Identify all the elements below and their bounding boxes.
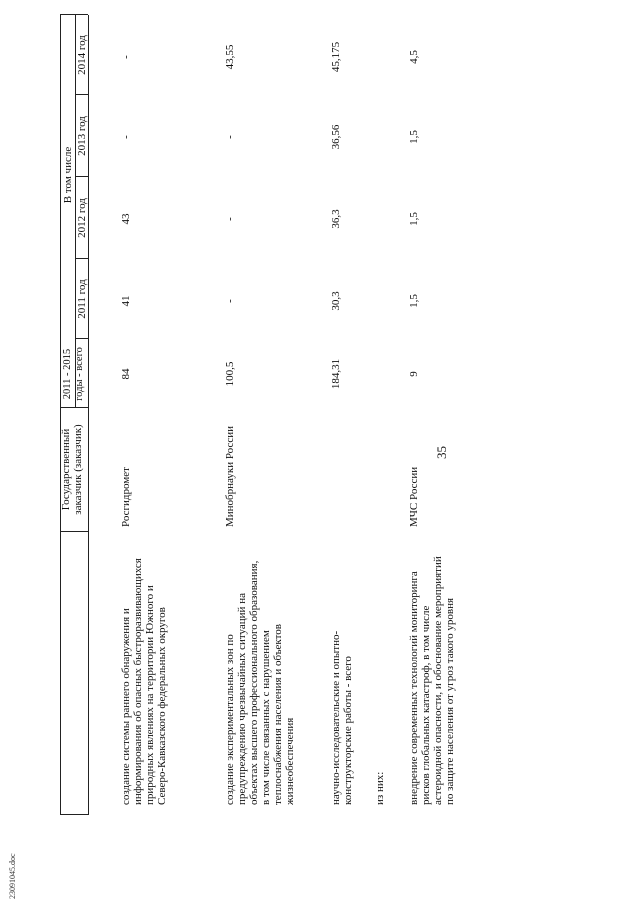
header-year-2011: 2011 год — [76, 279, 88, 319]
row3-2014: 45,175 — [330, 41, 342, 73]
row1-2012: 43 — [120, 213, 132, 225]
row4-description: из них: — [374, 771, 386, 805]
row2-2012: - — [224, 217, 236, 221]
header-year-2014: 2014 год — [76, 35, 88, 75]
header-year-2013: 2013 год — [76, 116, 88, 156]
row3-2011: 30,3 — [330, 291, 342, 311]
row1-customer: Росгидромет — [120, 467, 132, 527]
file-name: 23091045.doc — [8, 853, 17, 899]
row3-2013: 36,56 — [330, 124, 342, 150]
row1-2013: - — [120, 135, 132, 139]
row5-total: 9 — [408, 371, 420, 377]
header-total: 2011 - 2015 годы - всего — [62, 347, 85, 401]
row5-2011: 1,5 — [408, 294, 420, 308]
row3-description: научно-исследовательские и опытно-конструкторские работы - всего — [330, 630, 354, 805]
row1-total: 84 — [120, 368, 132, 380]
row5-description: внедрение современных технологий мониторинга рисков глобальных катастроф, в том числе астероидной опасности, и обоснование мероприятий по защите населения от угроз такого уровня — [408, 556, 456, 805]
row5-2012: 1,5 — [408, 212, 420, 226]
row1-description: создание системы раннего обнаружения и информирования об опасных быстроразвивающихся природных явлениях на территории Южного и Северо-Кавказского федеральных округов — [120, 558, 168, 805]
header-year-2012: 2012 год — [76, 198, 88, 238]
row1-2011: 41 — [120, 295, 132, 307]
page-number: 35 — [434, 446, 449, 459]
row2-description: создание экспериментальных зон по предупреждению чрезвычайных ситуаций на объектах высшего профессионального образования, в том числе связанных с нарушением теплоснабжения населения и объектов жизнеобеспечения — [224, 560, 296, 805]
row3-total: 184,31 — [330, 358, 342, 390]
row1-2014: - — [120, 55, 132, 59]
row5-2014: 4,5 — [408, 50, 420, 64]
header-customer: Государственный заказчик (заказчик) — [60, 424, 84, 515]
row2-customer: Минобрнауки России — [224, 426, 236, 527]
row2-2013: - — [224, 135, 236, 139]
row3-2012: 36,3 — [330, 209, 342, 229]
row2-total: 100,5 — [224, 361, 236, 387]
header-including: В том числе — [62, 146, 74, 204]
row2-2011: - — [224, 299, 236, 303]
row2-2014: 43,55 — [224, 44, 236, 70]
row5-customer: МЧС России — [408, 466, 420, 527]
row5-2013: 1,5 — [408, 130, 420, 144]
